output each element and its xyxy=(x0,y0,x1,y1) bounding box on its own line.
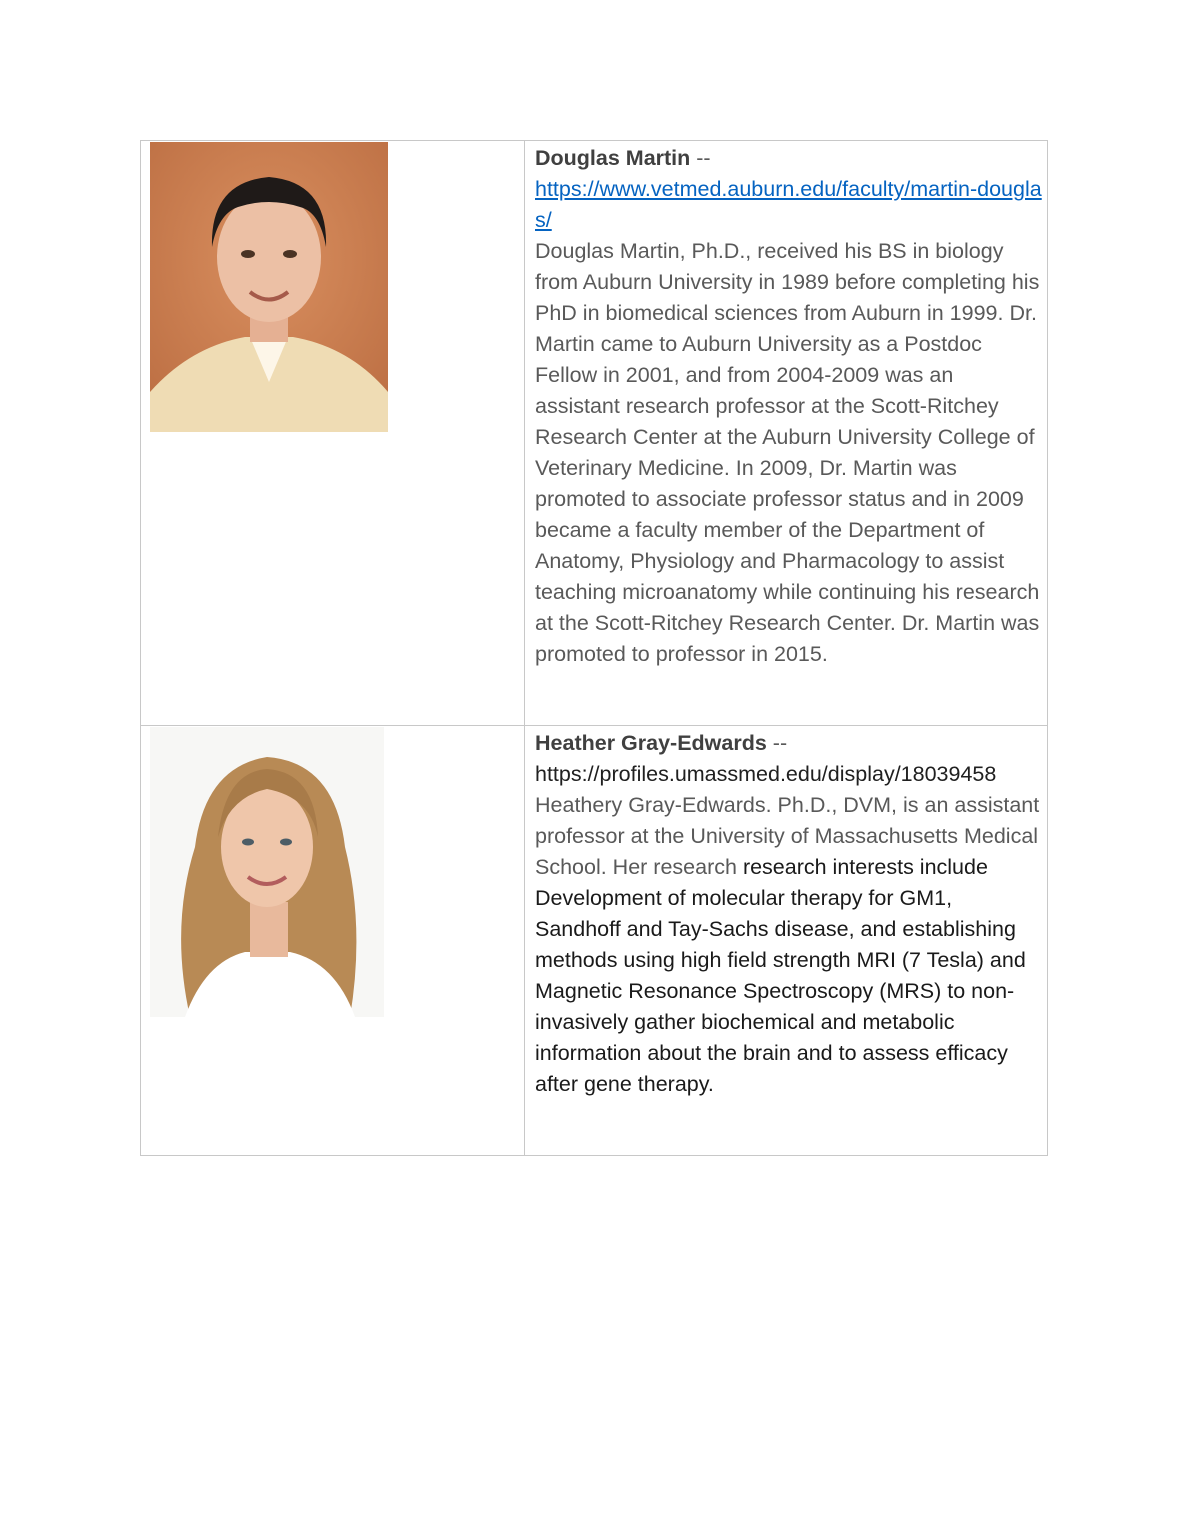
row-divider xyxy=(141,725,1047,726)
heather-gray-edwards-bio-cell xyxy=(535,728,1043,1100)
name-separator: -- xyxy=(766,731,788,755)
heather-gray-edwards-bio-rest: research interests include Development of molecular therapy for GM1, Sandhoff and Tay-Sachs disease, and establishing methods using high field strength MRI (7 Tesla) and Magnetic Resonance Spectroscopy (MRS) to non-invasively gather biochemical and metabolic information about the brain and to assess efficacy after gene therapy. xyxy=(535,855,1026,1096)
douglas-martin-profile-link[interactable]: https://www.vetmed.auburn.edu/faculty/martin-douglas/ xyxy=(535,177,1042,232)
douglas-martin-name: Douglas Martin xyxy=(535,146,691,170)
heather-gray-edwards-bio-intro: Heathery Gray-Edwards. Ph.D., DVM, is an assistant professor at the University of Massachusetts Medical School. Her research xyxy=(535,793,1040,879)
douglas-martin-bio: Douglas Martin, Ph.D., received his BS in biology from Auburn University in 1989 before completing his PhD in biomedical sciences from Auburn in 1999. Dr. Martin came to Auburn University as a Postdoc Fellow in 2001, and from 2004-2009 was an assistant research professor at the Scott-Ritchey Research Center at the Auburn University College of Veterinary Medicine. In 2009, Dr. Martin was promoted to associate professor status and in 2009 became a faculty member of the Department of Anatomy, Physiology and Pharmacology to assist teaching microanatomy while continuing his research at the Scott-Ritchey Research Center. Dr. Martin was promoted to professor in 2015. xyxy=(535,239,1040,666)
column-divider xyxy=(524,141,525,1155)
douglas-martin-photo xyxy=(150,142,388,432)
name-separator: -- xyxy=(690,146,711,170)
faculty-table xyxy=(140,140,1048,1156)
heather-gray-edwards-photo xyxy=(150,727,384,1017)
heather-gray-edwards-name: Heather Gray-Edwards xyxy=(535,731,767,755)
heather-gray-edwards-profile-url[interactable]: https://profiles.umassmed.edu/display/18039458 xyxy=(535,762,997,786)
douglas-martin-bio-cell xyxy=(535,143,1043,670)
